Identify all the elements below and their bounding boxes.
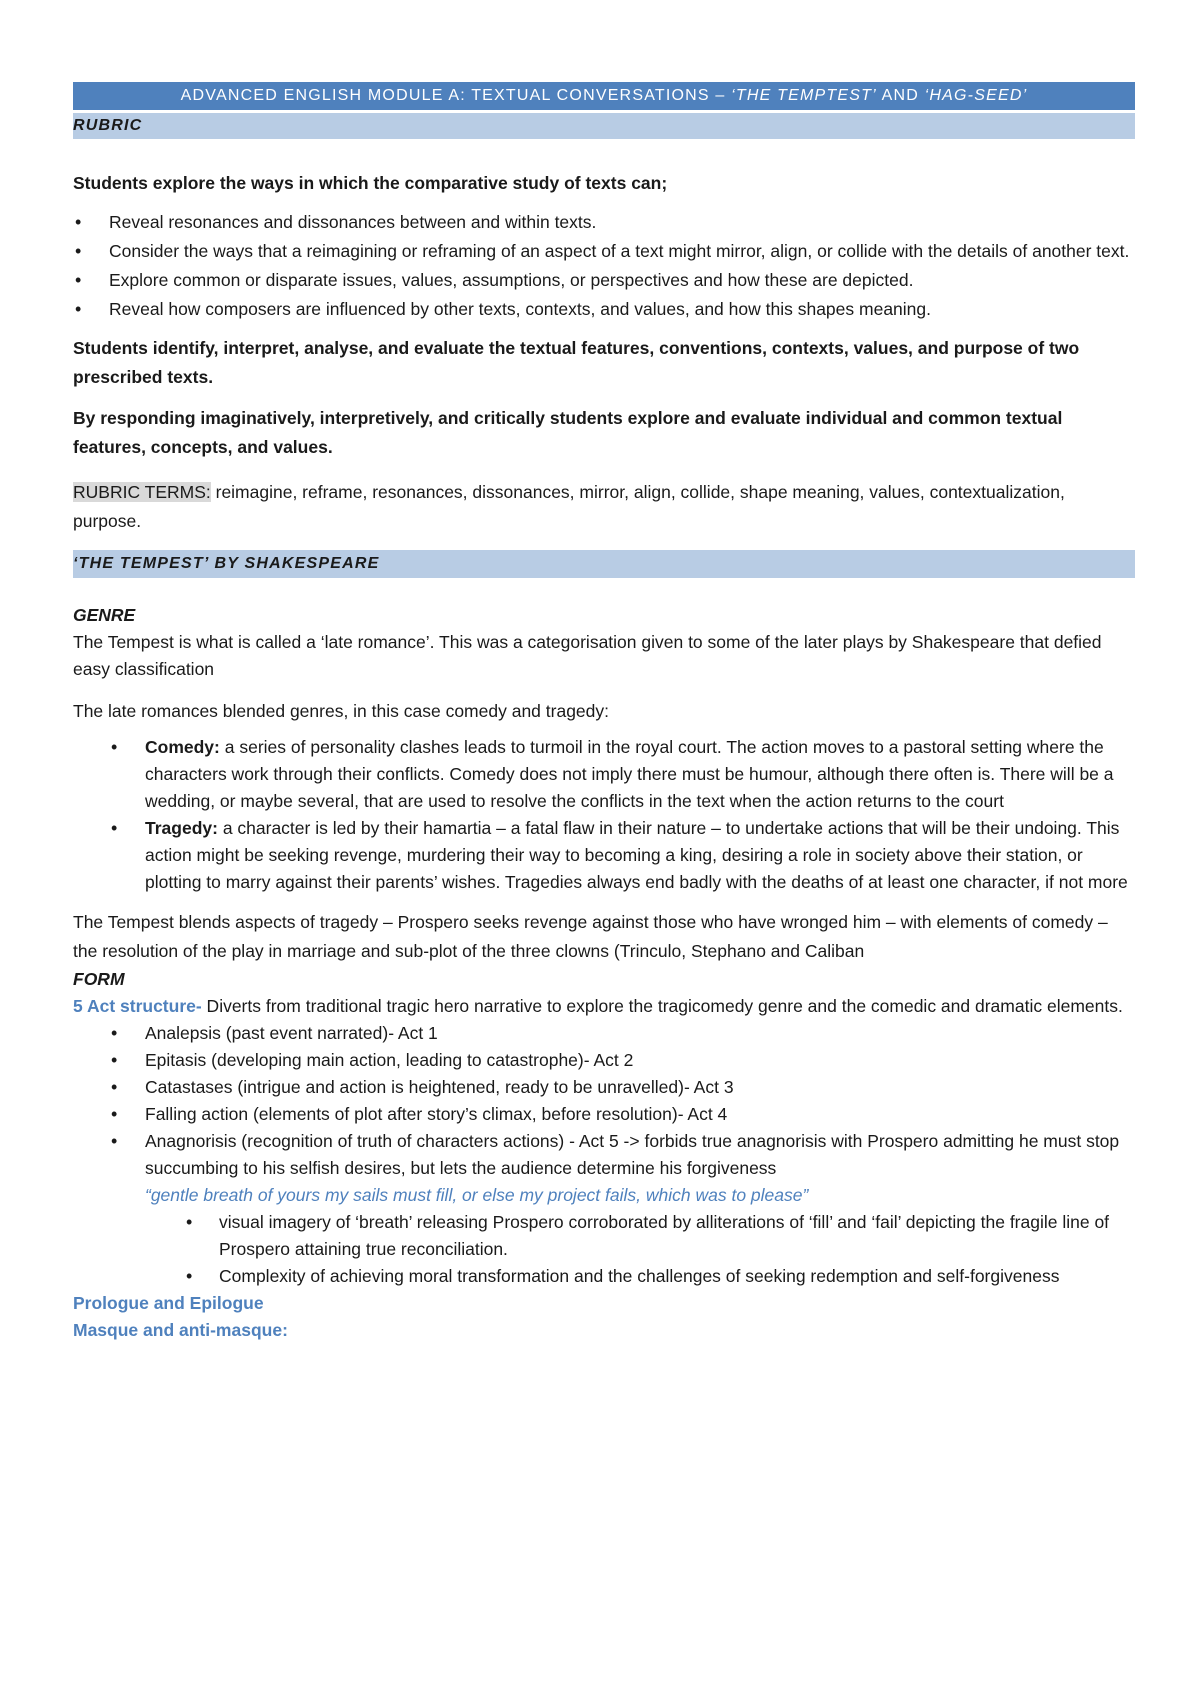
acts-list bbox=[73, 1020, 1135, 1182]
rubric-para2: Students identify, interpret, analyse, and evaluate the textual features, conventions, contexts, values, and purpose of two prescribed texts. bbox=[73, 338, 1080, 387]
list-item: • Consider the ways that a reimagining or reframing of an aspect of a text might mirror, align, or collide with the details of another text. bbox=[73, 237, 1135, 266]
genre-p1: The Tempest is what is called a ‘late romance’. This was a categorisation given to some of the later plays by Shakespeare that defied easy classification bbox=[73, 632, 1102, 679]
rubric-intro: Students explore the ways in which the comparative study of texts can; bbox=[73, 173, 668, 193]
list-item-comedy bbox=[73, 734, 1135, 815]
rubric-terms-text: reimagine, reframe, resonances, dissonances, mirror, align, collide, shape meaning, values, contextualization, purpose. bbox=[73, 482, 1065, 531]
list-item: • Catastases (intrigue and action is heightened, ready to be unravelled)- Act 3 bbox=[73, 1074, 1135, 1101]
list-item: • Reveal how composers are influenced by other texts, contexts, and values, and how this shapes meaning. bbox=[73, 295, 1135, 324]
act-structure bbox=[73, 993, 1135, 1020]
title-text1: ‘THE TEMPTEST’ bbox=[731, 87, 877, 104]
list-item: • Complexity of achieving moral transformation and the challenges of seeking redemption and self-forgiveness bbox=[73, 1263, 1135, 1290]
list-item: • Epitasis (developing main action, leading to catastrophe)- Act 2 bbox=[73, 1047, 1135, 1074]
document-content bbox=[73, 82, 1135, 1344]
genre-p3: The Tempest blends aspects of tragedy – Prospero seeks revenge against those who have wronged him – with elements of comedy – the resolution of the play in marriage and sub-plot of the three clowns (Trinculo, Stephano and Caliban bbox=[73, 912, 1108, 961]
masque-heading: Masque and anti-masque: bbox=[73, 1320, 288, 1340]
tempest-heading bbox=[73, 550, 1135, 578]
list-item: • Falling action (elements of plot after story’s climax, before resolution)- Act 4 bbox=[73, 1101, 1135, 1128]
comedy-label: Comedy: bbox=[145, 737, 220, 757]
list-item: • Reveal resonances and dissonances between and within texts. bbox=[73, 208, 1135, 237]
rubric-terms-label: RUBRIC TERMS: bbox=[73, 482, 211, 502]
rubric-para3: By responding imaginatively, interpretively, and critically students explore and evaluate individual and common textual features, concepts, and values. bbox=[73, 408, 1063, 457]
title-banner bbox=[73, 82, 1135, 110]
tragedy-text: a character is led by their hamartia – a fatal flaw in their nature – to undertake actions that will be their undoing. This action might be seeking revenge, murdering their way to becoming a king, desiring a role in society above their station, or plotting to marry against their parents’ wishes. Tragedies always end badly with the deaths of at least one character, if not more bbox=[145, 818, 1128, 892]
genre-bullets bbox=[73, 734, 1135, 896]
title-and: AND bbox=[876, 87, 925, 104]
prologue-heading: Prologue and Epilogue bbox=[73, 1293, 264, 1313]
genre-heading: GENRE bbox=[73, 605, 136, 625]
list-item: • Anagnorisis (recognition of truth of characters actions) - Act 5 -> forbids true anagnorisis with Prospero admitting he must stop succumbing to his selfish desires, but lets the audience determine his forgiveness bbox=[73, 1128, 1135, 1182]
rubric-terms bbox=[73, 478, 1135, 536]
rubric-bullets bbox=[73, 208, 1135, 324]
title-prefix: ADVANCED ENGLISH MODULE A: TEXTUAL CONVERSATIONS – bbox=[180, 87, 732, 104]
quote-analysis-list bbox=[73, 1209, 1135, 1290]
epilogue-quote: “gentle breath of yours my sails must fill, or else my project fails, which was to please” bbox=[145, 1185, 809, 1205]
list-item-tragedy bbox=[73, 815, 1135, 896]
tragedy-label: Tragedy: bbox=[145, 818, 218, 838]
rubric-heading bbox=[73, 113, 1135, 139]
act-structure-label: 5 Act structure- bbox=[73, 996, 202, 1016]
act-structure-text: Diverts from traditional tragic hero narrative to explore the tragicomedy genre and the comedic and dramatic elements. bbox=[201, 996, 1123, 1016]
form-heading: FORM bbox=[73, 969, 125, 989]
list-item: • Explore common or disparate issues, values, assumptions, or perspectives and how these are depicted. bbox=[73, 266, 1135, 295]
rubric-heading-text: RUBRIC bbox=[73, 117, 143, 134]
list-item: • Analepsis (past event narrated)- Act 1 bbox=[73, 1020, 1135, 1047]
list-item: • visual imagery of ‘breath’ releasing Prospero corroborated by alliterations of ‘fill’ and ‘fail’ depicting the fragile line of Prospero attaining true reconciliation. bbox=[73, 1209, 1135, 1263]
tempest-heading-text: ‘THE TEMPEST’ BY SHAKESPEARE bbox=[73, 555, 380, 572]
genre-p2: The late romances blended genres, in this case comedy and tragedy: bbox=[73, 701, 610, 721]
title-text2: ‘HAG-SEED’ bbox=[924, 87, 1028, 104]
comedy-text: a series of personality clashes leads to turmoil in the royal court. The action moves to a pastoral setting where the characters work through their conflicts. Comedy does not imply there must be humour, although there often is. There will be a wedding, or maybe several, that are used to resolve the conflicts in the text when the action returns to the court bbox=[145, 737, 1114, 811]
